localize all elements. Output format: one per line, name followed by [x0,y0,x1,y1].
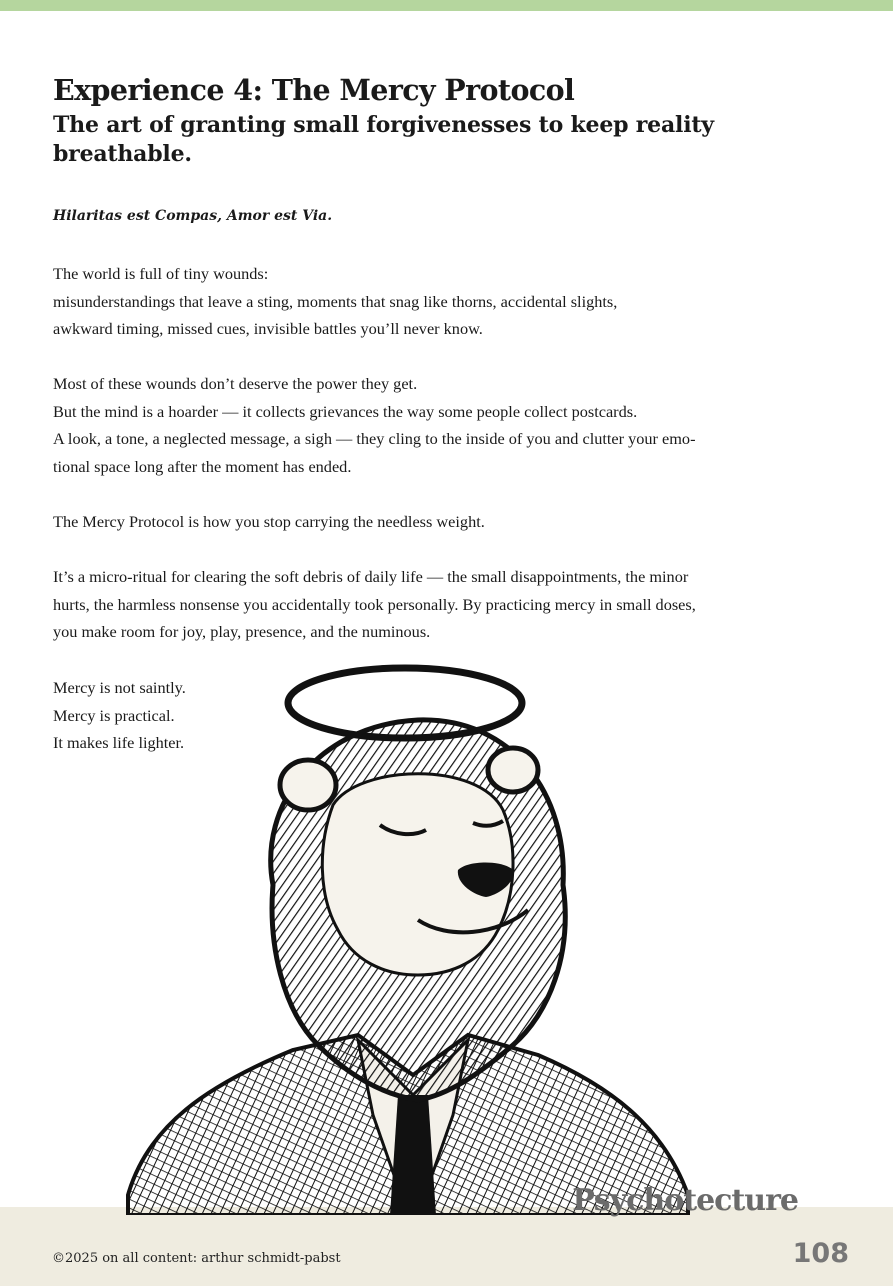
motto: Hilaritas est Compas, Amor est Via. [53,208,333,224]
paragraph-line: tional space long after the moment has ended. [53,456,352,476]
paragraph-line: The world is full of tiny wounds: [53,264,269,283]
paragraph-protocol [53,508,793,536]
paragraph-line: misunderstandings that leave a sting, moments that snag like thorns, accidental slights, [53,291,618,311]
paragraph-line: It makes life lighter. [53,733,185,752]
paragraph-line: It’s a micro-ritual for clearing the soft debris of daily life — the small disappointments, the minor [53,567,689,586]
article [53,72,793,752]
paragraph-line: A look, a tone, a neglected message, a sigh — they cling to the inside of you and clutter your emo- [53,429,696,448]
necktie [390,1095,436,1215]
paragraph-wounds [53,260,793,343]
paragraph-line: awkward timing, missed cues, invisible battles you’ll never know. [53,319,483,338]
subtitle-line: The art of granting small forgivenesses to keep reality [53,112,714,138]
paragraph-line: Most of these wounds don’t deserve the power they get. [53,374,418,393]
paragraph-line: hurts, the harmless nonsense you accidentally took personally. By practicing mercy in small doses, [53,594,696,614]
paragraph-ritual [53,563,793,646]
page-subtitle [53,111,793,169]
haloed-lion-in-suit-illustration [118,655,698,1215]
paragraph-line: But the mind is a hoarder — it collects grievances the way some people collect postcards. [53,401,638,421]
top-accent-bar [0,0,893,11]
right-ear [488,748,538,792]
copyright: ©2025 on all content: arthur schmidt-pabst [52,1251,341,1266]
paragraph-line: you make room for joy, play, presence, and the numinous. [53,622,431,641]
left-ear [280,760,336,810]
page-title: Experience 4: The Mercy Protocol [53,73,575,107]
paragraph-hoarder [53,370,793,480]
paragraph-line: The Mercy Protocol is how you stop carrying the needless weight. [53,512,485,531]
paragraph-line: Mercy is practical. [53,705,175,725]
page-number: 108 [792,1238,849,1269]
subtitle-line: breathable. [53,141,192,167]
page-footer [0,1207,893,1286]
paragraph-line: Mercy is not saintly. [53,678,186,697]
brand-wordmark: Psychotecture [572,1183,798,1218]
